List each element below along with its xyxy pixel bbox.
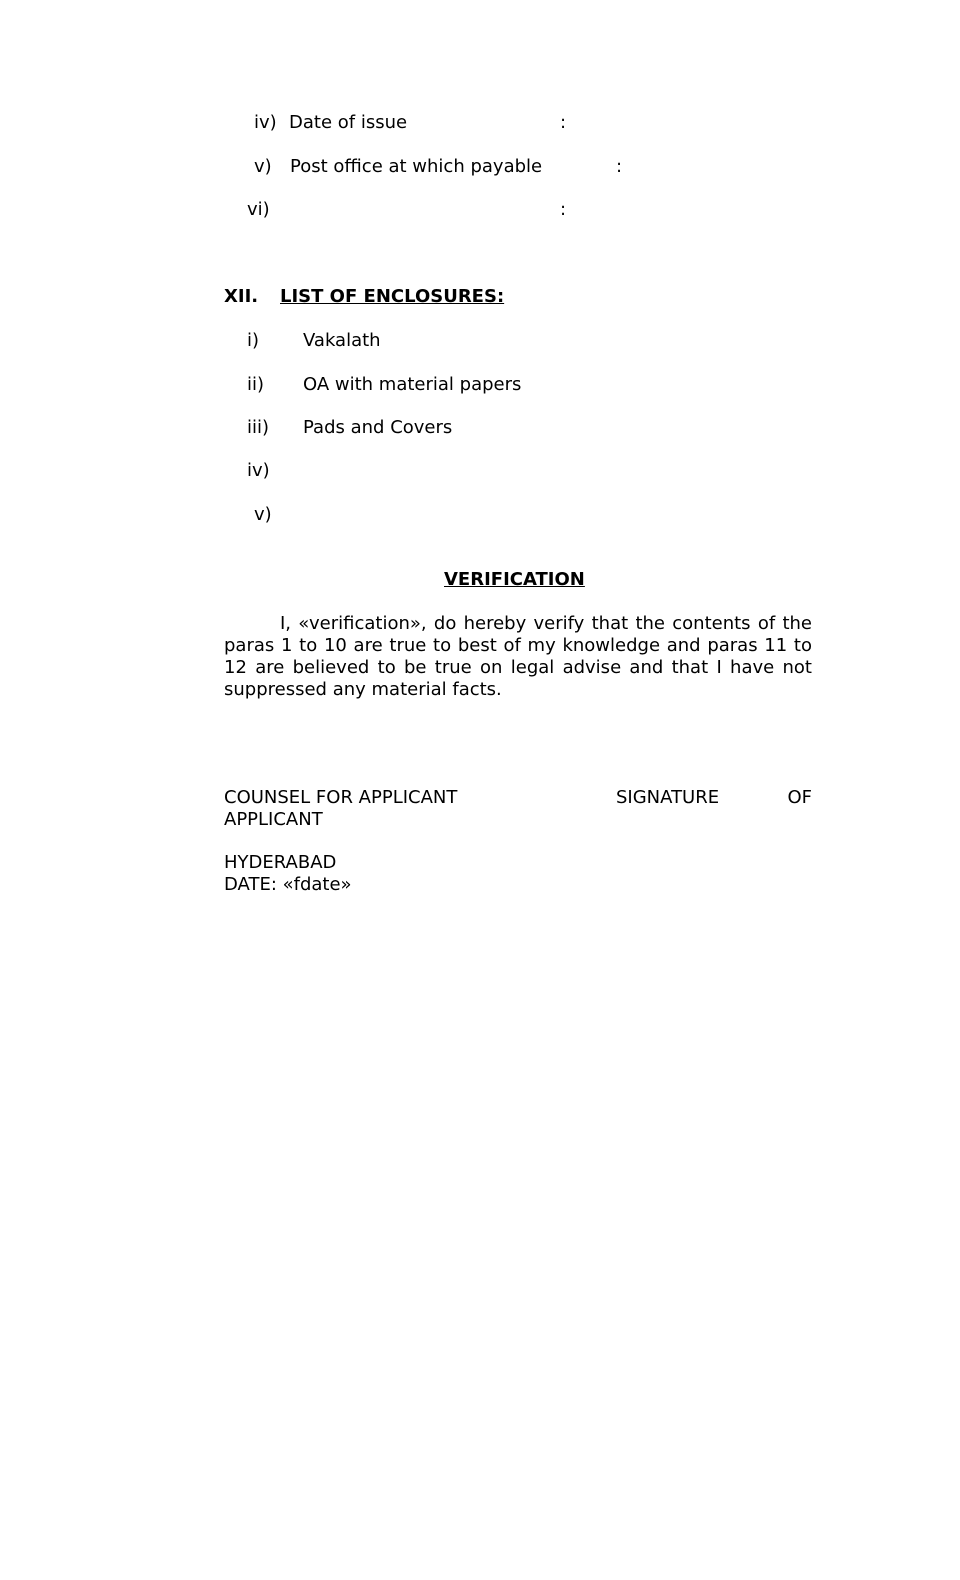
enclosure-num: i) bbox=[247, 330, 260, 351]
date-line: DATE: «fdate» bbox=[224, 874, 352, 895]
enclosure-num: v) bbox=[254, 504, 272, 525]
field-label-date-of-issue: Date of issue bbox=[289, 112, 408, 133]
field-colon-post-office: : bbox=[616, 156, 623, 177]
section-number: XII. bbox=[224, 286, 259, 307]
verification-heading: VERIFICATION bbox=[444, 569, 585, 590]
verification-paragraph: I, «verification», do hereby verify that the contents of the paras 1 to 10 are true to best of my knowledge and paras 11 to 12 are believed to be true on legal advise and that I have not suppressed any material facts. bbox=[224, 613, 812, 700]
field-num-vi: vi) bbox=[247, 199, 270, 220]
field-num-date-of-issue: iv) bbox=[254, 112, 277, 133]
section-heading-enclosures: LIST OF ENCLOSURES: bbox=[280, 286, 505, 307]
field-label-post-office: Post office at which payable bbox=[290, 156, 543, 177]
enclosure-num: ii) bbox=[247, 374, 265, 395]
field-colon-vi: : bbox=[560, 199, 567, 220]
signature-label-word: SIGNATURE bbox=[616, 787, 720, 808]
enclosure-label: Vakalath bbox=[303, 330, 381, 351]
signature-label-word: APPLICANT bbox=[224, 809, 323, 830]
enclosure-label: OA with material papers bbox=[303, 374, 522, 395]
counsel-label: COUNSEL FOR APPLICANT bbox=[224, 787, 458, 808]
enclosure-num: iv) bbox=[247, 460, 270, 481]
signature-label-word: OF bbox=[787, 787, 812, 808]
enclosure-label: Pads and Covers bbox=[303, 417, 453, 438]
signature-block bbox=[224, 787, 812, 831]
place: HYDERABAD bbox=[224, 852, 337, 873]
field-num-post-office: v) bbox=[254, 156, 272, 177]
enclosure-num: iii) bbox=[247, 417, 270, 438]
field-colon-date-of-issue: : bbox=[560, 112, 567, 133]
